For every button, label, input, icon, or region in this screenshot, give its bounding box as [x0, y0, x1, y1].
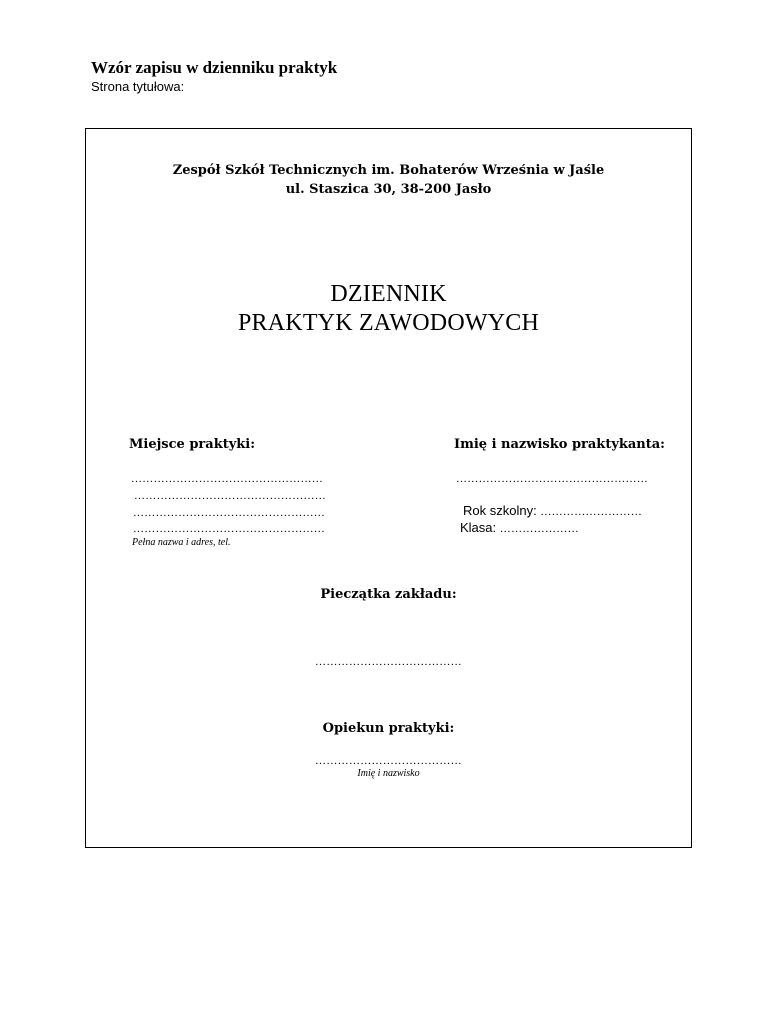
trainee-label: Imię i nazwisko praktykanta:: [454, 437, 665, 452]
school-year-field: [463, 503, 642, 518]
supervisor-label: Opiekun praktyki:: [322, 721, 455, 736]
school-name: Zespół Szkół Technicznych im. Bohaterów Września w Jaśle: [172, 163, 605, 178]
title-line-1: DZIENNIK: [330, 281, 447, 307]
school-address: ul. Staszica 30, 38-200 Jasło: [285, 182, 492, 197]
trainee-name-line: ……………………………………………: [456, 473, 649, 485]
supervisor-caption: Imię i nazwisko: [357, 768, 420, 779]
stamp-line: …………………………………: [315, 656, 462, 668]
school-year-value: ………………………: [540, 506, 643, 518]
cover-page-frame: [85, 128, 692, 848]
title-line-2: PRAKTYK ZAWODOWYCH: [238, 310, 539, 336]
place-label: Miejsce praktyki:: [129, 437, 256, 452]
school-year-label: Rok szkolny:: [463, 503, 537, 518]
stamp-label: Pieczątka zakładu:: [320, 587, 457, 602]
place-line-4: ……………………………………………: [133, 523, 326, 535]
place-caption: Pełna nazwa i adres, tel.: [132, 537, 231, 548]
class-value: …………………: [499, 523, 579, 535]
class-label: Klasa:: [460, 520, 497, 535]
class-field: [460, 520, 579, 535]
document-heading: Wzór zapisu w dzienniku praktyk: [91, 58, 338, 77]
document-subheading: Strona tytułowa:: [91, 79, 185, 94]
supervisor-line: …………………………………: [315, 755, 462, 767]
place-line-3: ……………………………………………: [133, 507, 326, 519]
place-line-2: ……………………………………………: [134, 490, 327, 502]
place-line-1: ……………………………………………: [131, 473, 324, 485]
